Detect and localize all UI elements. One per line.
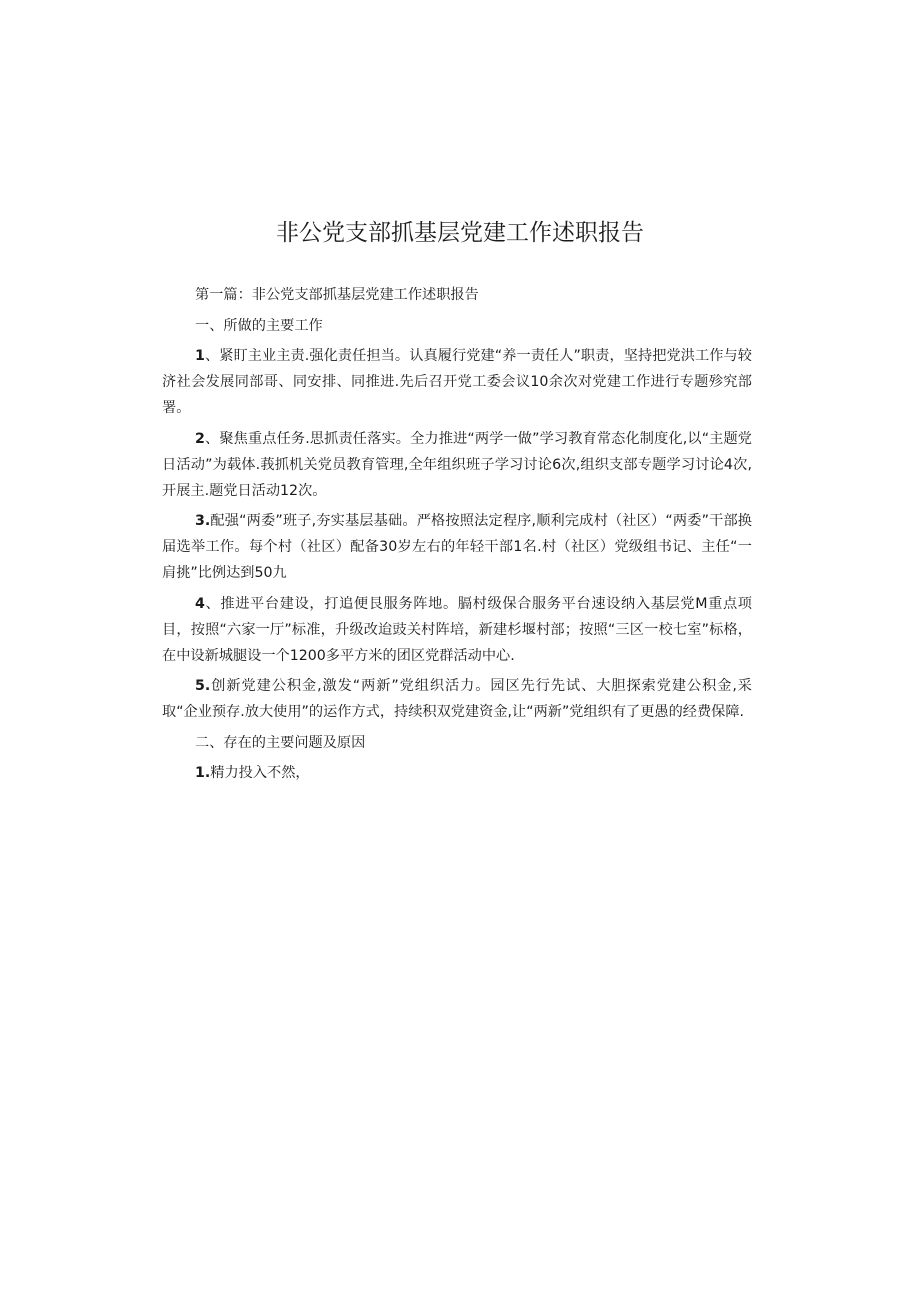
paragraph-number: 3. <box>195 513 211 529</box>
paragraph-item-5 <box>162 673 752 725</box>
document-title: 非公党支部抓基层党建工作述职报告 <box>276 220 644 246</box>
paragraph-text: 创新党建公积金,激发“两新”党组织活力。园区先行先试、大胆探索党建公积金,采取“企业预存.放大使用”的运作方式，持续积双党建资金,让“两新”党组织有了更愚的经费保障. <box>162 678 752 720</box>
paragraph-number: 4 <box>195 595 205 612</box>
paragraph-item-3 <box>162 508 752 586</box>
paragraph-item-2 <box>162 426 752 504</box>
paragraph-text: 二、存在的主要问题及原因 <box>195 734 366 751</box>
paragraph-text: 第一篇：非公党支部抓基层党建工作述职报告 <box>195 287 479 303</box>
paragraph-chapter-heading <box>162 282 752 308</box>
paragraph-text: 、推进平台建设，打追便艮服务阵地。膈村级保合服务平台速设纳入基层党M重点项目，按照“六家一厅”标准，升级改迨豉关村阵培，新建杉堰村部；按照“三区一校七室”标格，在中设新城腿设一个1200多平方米的团区党群活动中心. <box>162 595 752 664</box>
paragraph-section-1-heading <box>162 313 752 339</box>
paragraph-text: 、紧盯主业主责.强化责任担当。认真履行党建“养一责任人”职责，坚持把党洪工作与较济社会发展同部哥、同安排、同推进.先后召开党工委会议10余次对党建工作进行专题殄究部署。 <box>162 348 752 416</box>
paragraph-text: 精力投入不然， <box>210 765 310 781</box>
paragraph-item-1 <box>162 343 752 421</box>
paragraph-text: 配强“两委”班子,夯实基层基础。严格按照法定程序,顺利完成村（社区）“两委”干部换届选举工作。每个村（社区）配备30岁左右的年轻干部1名.村（社区）党级组书记、主任“一肩挑”比例达到50九 <box>162 513 752 581</box>
paragraph-number: 5. <box>195 678 211 694</box>
paragraph-item-4 <box>162 591 752 669</box>
paragraph-text: 、聚焦重点任务.思抓责任落实。全力推进“两学一做”学习教育常态化制度化,以“主题党日活动”为载体.莪抓机关党员教育管理,全年组织班子学习讨论6次,组织支部专题学习讨论4次,开展主.题党日活动12次。 <box>162 430 752 499</box>
paragraph-section-2-heading <box>162 730 752 756</box>
paragraph-problem-1 <box>162 760 752 786</box>
document-body <box>162 282 752 791</box>
paragraph-number: 1. <box>195 765 211 781</box>
paragraph-number: 1 <box>195 348 205 364</box>
paragraph-text: 一、所做的主要工作 <box>195 317 323 334</box>
paragraph-number: 2 <box>195 430 205 447</box>
